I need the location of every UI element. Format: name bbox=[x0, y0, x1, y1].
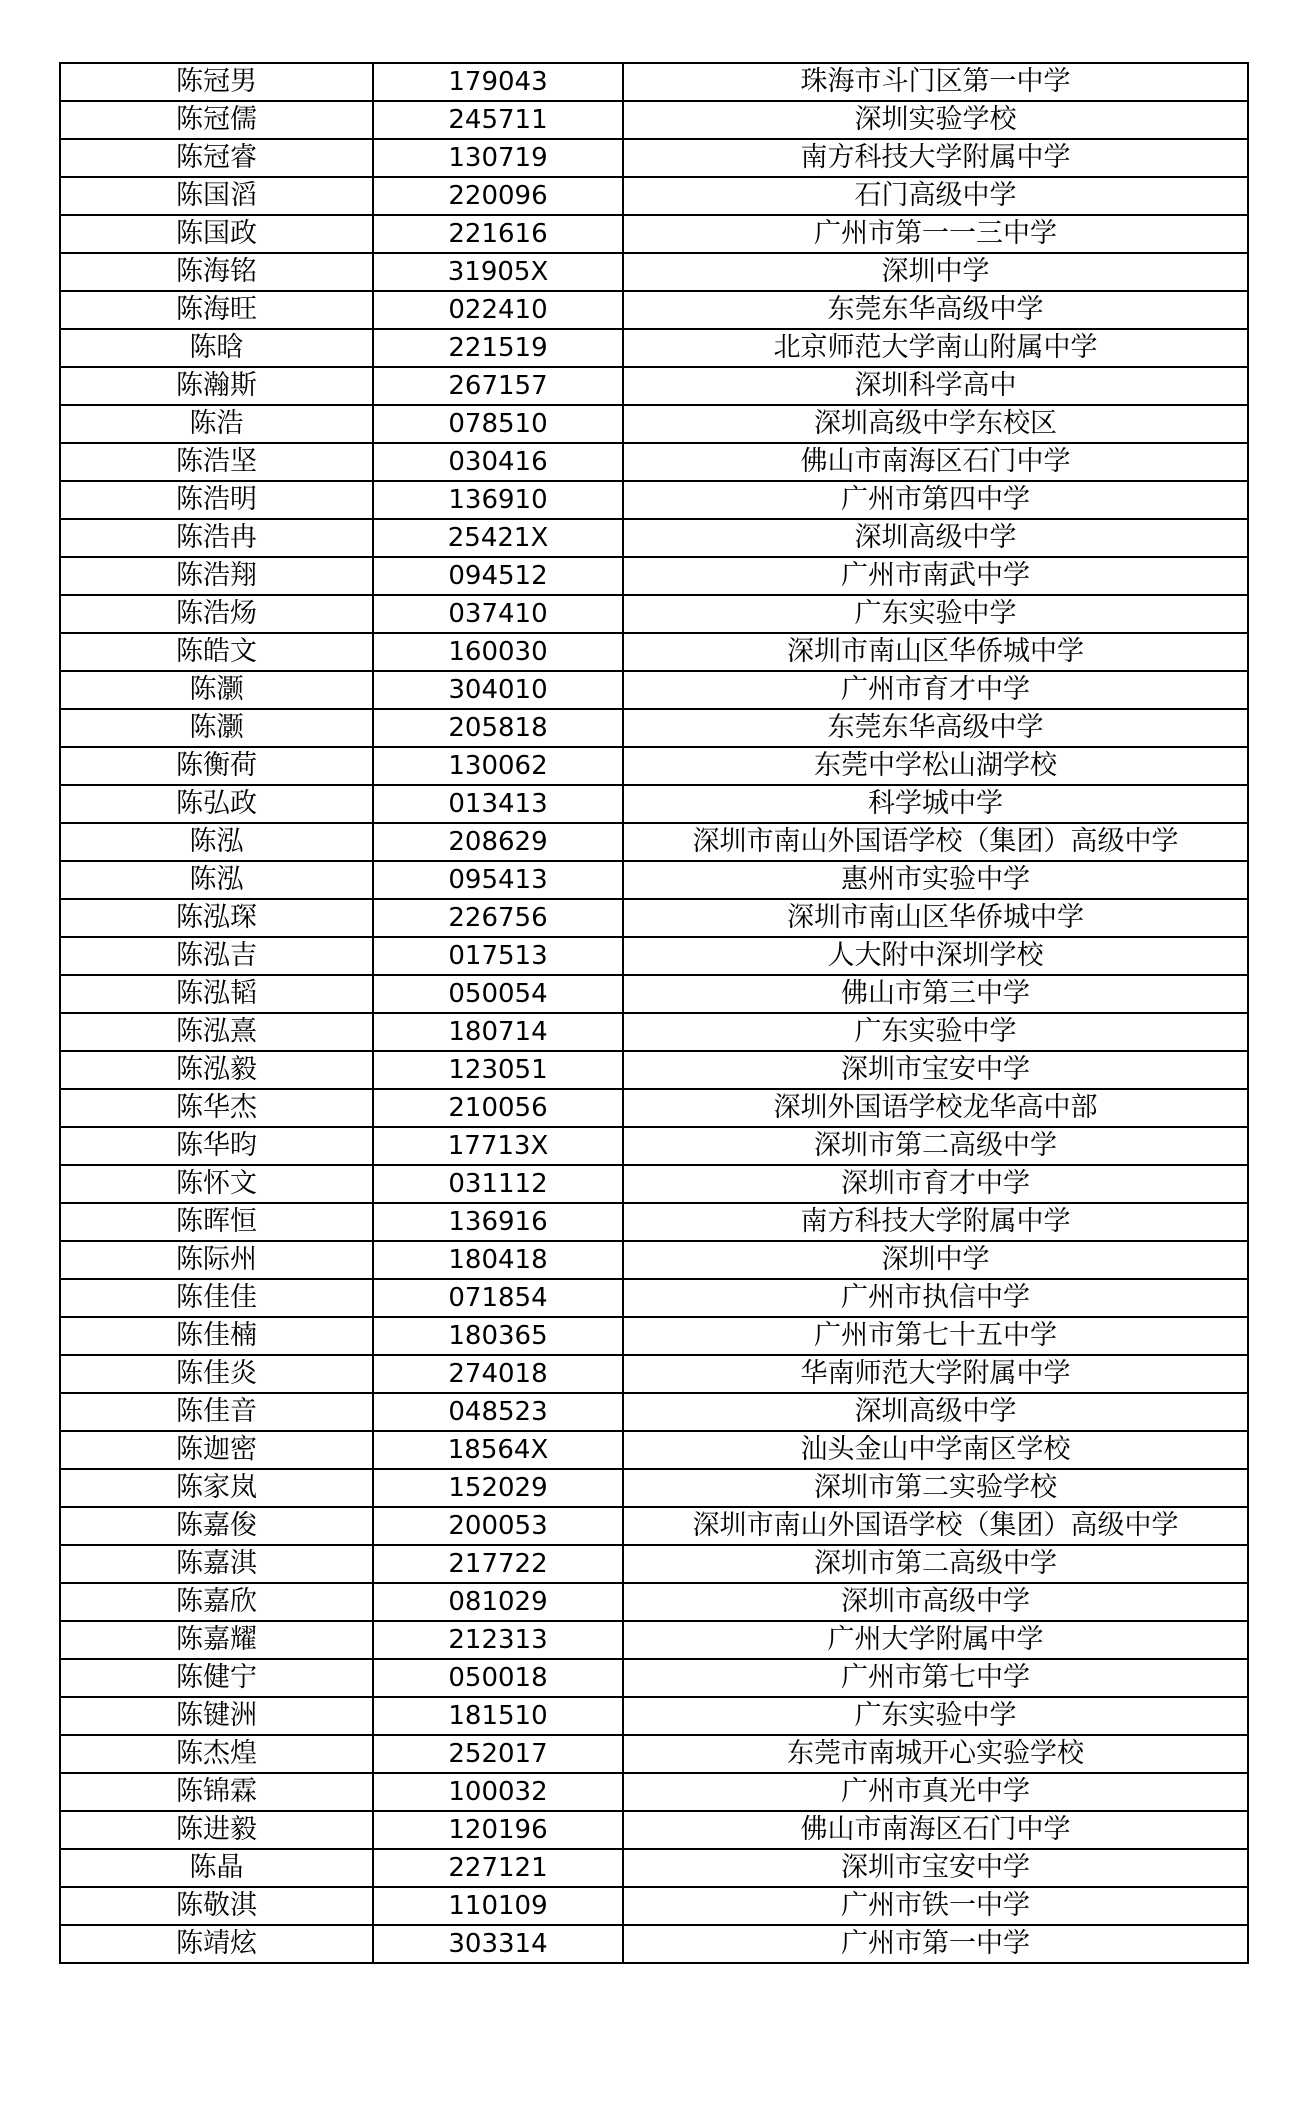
school-name-cell: 深圳市高级中学 bbox=[623, 1583, 1248, 1621]
student-name-cell: 陈衡荷 bbox=[60, 747, 373, 785]
table-row bbox=[60, 1849, 1248, 1887]
student-id-cell: 130719 bbox=[373, 139, 623, 177]
school-name-cell: 深圳高级中学东校区 bbox=[623, 405, 1248, 443]
table-row bbox=[60, 1241, 1248, 1279]
student-id-cell: 17713X bbox=[373, 1127, 623, 1165]
school-name-cell: 东莞东华高级中学 bbox=[623, 291, 1248, 329]
table-row bbox=[60, 253, 1248, 291]
student-name-cell: 陈弘政 bbox=[60, 785, 373, 823]
school-name-cell: 广州市铁一中学 bbox=[623, 1887, 1248, 1925]
student-name-cell: 陈泓吉 bbox=[60, 937, 373, 975]
student-id-cell: 120196 bbox=[373, 1811, 623, 1849]
student-id-cell: 180365 bbox=[373, 1317, 623, 1355]
student-name-cell: 陈进毅 bbox=[60, 1811, 373, 1849]
school-name-cell: 深圳市南山区华侨城中学 bbox=[623, 899, 1248, 937]
student-id-cell: 31905X bbox=[373, 253, 623, 291]
table-row bbox=[60, 215, 1248, 253]
student-name-cell: 陈海旺 bbox=[60, 291, 373, 329]
school-name-cell: 华南师范大学附属中学 bbox=[623, 1355, 1248, 1393]
table-row bbox=[60, 1773, 1248, 1811]
student-id-cell: 274018 bbox=[373, 1355, 623, 1393]
student-name-cell: 陈浩翔 bbox=[60, 557, 373, 595]
school-name-cell: 深圳市宝安中学 bbox=[623, 1051, 1248, 1089]
student-id-cell: 25421X bbox=[373, 519, 623, 557]
table-row bbox=[60, 1127, 1248, 1165]
student-id-cell: 136910 bbox=[373, 481, 623, 519]
student-name-cell: 陈冠睿 bbox=[60, 139, 373, 177]
school-name-cell: 科学城中学 bbox=[623, 785, 1248, 823]
school-name-cell: 深圳实验学校 bbox=[623, 101, 1248, 139]
table-row bbox=[60, 1659, 1248, 1697]
table-row bbox=[60, 1317, 1248, 1355]
student-name-cell: 陈灏 bbox=[60, 709, 373, 747]
student-id-cell: 221616 bbox=[373, 215, 623, 253]
school-name-cell: 深圳高级中学 bbox=[623, 519, 1248, 557]
table-row bbox=[60, 1469, 1248, 1507]
student-name-cell: 陈泓 bbox=[60, 823, 373, 861]
table-row bbox=[60, 481, 1248, 519]
student-name-cell: 陈佳楠 bbox=[60, 1317, 373, 1355]
school-name-cell: 广州市南武中学 bbox=[623, 557, 1248, 595]
school-name-cell: 深圳市南山外国语学校（集团）高级中学 bbox=[623, 823, 1248, 861]
student-name-cell: 陈国政 bbox=[60, 215, 373, 253]
student-name-cell: 陈浩炀 bbox=[60, 595, 373, 633]
student-name-cell: 陈靖炫 bbox=[60, 1925, 373, 1963]
student-id-cell: 227121 bbox=[373, 1849, 623, 1887]
table-row bbox=[60, 975, 1248, 1013]
school-name-cell: 石门高级中学 bbox=[623, 177, 1248, 215]
student-name-cell: 陈浩坚 bbox=[60, 443, 373, 481]
student-name-cell: 陈国滔 bbox=[60, 177, 373, 215]
school-name-cell: 广州市真光中学 bbox=[623, 1773, 1248, 1811]
student-name-cell: 陈浩明 bbox=[60, 481, 373, 519]
student-id-cell: 031112 bbox=[373, 1165, 623, 1203]
student-name-cell: 陈键洲 bbox=[60, 1697, 373, 1735]
student-name-cell: 陈敬淇 bbox=[60, 1887, 373, 1925]
school-name-cell: 东莞东华高级中学 bbox=[623, 709, 1248, 747]
school-name-cell: 深圳高级中学 bbox=[623, 1393, 1248, 1431]
student-id-cell: 050018 bbox=[373, 1659, 623, 1697]
student-id-cell: 081029 bbox=[373, 1583, 623, 1621]
student-name-cell: 陈锦霖 bbox=[60, 1773, 373, 1811]
school-name-cell: 深圳市南山外国语学校（集团）高级中学 bbox=[623, 1507, 1248, 1545]
table-row bbox=[60, 1697, 1248, 1735]
student-name-cell: 陈华杰 bbox=[60, 1089, 373, 1127]
student-name-cell: 陈海铭 bbox=[60, 253, 373, 291]
student-id-cell: 304010 bbox=[373, 671, 623, 709]
school-name-cell: 广州大学附属中学 bbox=[623, 1621, 1248, 1659]
school-name-cell: 南方科技大学附属中学 bbox=[623, 1203, 1248, 1241]
school-name-cell: 东莞市南城开心实验学校 bbox=[623, 1735, 1248, 1773]
student-id-cell: 303314 bbox=[373, 1925, 623, 1963]
student-name-cell: 陈晶 bbox=[60, 1849, 373, 1887]
student-id-cell: 217722 bbox=[373, 1545, 623, 1583]
school-name-cell: 北京师范大学南山附属中学 bbox=[623, 329, 1248, 367]
school-name-cell: 东莞中学松山湖学校 bbox=[623, 747, 1248, 785]
school-name-cell: 广州市育才中学 bbox=[623, 671, 1248, 709]
student-id-cell: 205818 bbox=[373, 709, 623, 747]
table-row bbox=[60, 1925, 1248, 1963]
table-row bbox=[60, 785, 1248, 823]
student-name-cell: 陈泓熹 bbox=[60, 1013, 373, 1051]
student-name-cell: 陈佳炎 bbox=[60, 1355, 373, 1393]
student-name-cell: 陈晖恒 bbox=[60, 1203, 373, 1241]
student-name-cell: 陈瀚斯 bbox=[60, 367, 373, 405]
table-row bbox=[60, 1621, 1248, 1659]
student-id-cell: 245711 bbox=[373, 101, 623, 139]
student-id-cell: 210056 bbox=[373, 1089, 623, 1127]
school-name-cell: 南方科技大学附属中学 bbox=[623, 139, 1248, 177]
school-name-cell: 广州市执信中学 bbox=[623, 1279, 1248, 1317]
student-list-table bbox=[59, 62, 1249, 1964]
school-name-cell: 深圳中学 bbox=[623, 253, 1248, 291]
school-name-cell: 广州市第一中学 bbox=[623, 1925, 1248, 1963]
table-row bbox=[60, 899, 1248, 937]
student-id-cell: 078510 bbox=[373, 405, 623, 443]
school-name-cell: 深圳中学 bbox=[623, 1241, 1248, 1279]
student-name-cell: 陈迦密 bbox=[60, 1431, 373, 1469]
student-name-cell: 陈嘉淇 bbox=[60, 1545, 373, 1583]
student-name-cell: 陈嘉欣 bbox=[60, 1583, 373, 1621]
student-name-cell: 陈嘉俊 bbox=[60, 1507, 373, 1545]
table-row bbox=[60, 1279, 1248, 1317]
student-id-cell: 220096 bbox=[373, 177, 623, 215]
student-name-cell: 陈际州 bbox=[60, 1241, 373, 1279]
student-id-cell: 095413 bbox=[373, 861, 623, 899]
student-name-cell: 陈灏 bbox=[60, 671, 373, 709]
school-name-cell: 汕头金山中学南区学校 bbox=[623, 1431, 1248, 1469]
student-id-cell: 267157 bbox=[373, 367, 623, 405]
student-id-cell: 017513 bbox=[373, 937, 623, 975]
student-name-cell: 陈佳音 bbox=[60, 1393, 373, 1431]
table-row bbox=[60, 633, 1248, 671]
school-name-cell: 广州市第七十五中学 bbox=[623, 1317, 1248, 1355]
student-id-cell: 160030 bbox=[373, 633, 623, 671]
table-row bbox=[60, 937, 1248, 975]
table-row bbox=[60, 1051, 1248, 1089]
table-row bbox=[60, 1887, 1248, 1925]
student-id-cell: 013413 bbox=[373, 785, 623, 823]
table-row bbox=[60, 1583, 1248, 1621]
table-row bbox=[60, 1165, 1248, 1203]
table-row bbox=[60, 861, 1248, 899]
school-name-cell: 广州市第一一三中学 bbox=[623, 215, 1248, 253]
school-name-cell: 人大附中深圳学校 bbox=[623, 937, 1248, 975]
student-id-cell: 180714 bbox=[373, 1013, 623, 1051]
table-row bbox=[60, 1393, 1248, 1431]
student-name-cell: 陈怀文 bbox=[60, 1165, 373, 1203]
table-row bbox=[60, 1203, 1248, 1241]
student-id-cell: 030416 bbox=[373, 443, 623, 481]
student-name-cell: 陈嘉耀 bbox=[60, 1621, 373, 1659]
student-name-cell: 陈家岚 bbox=[60, 1469, 373, 1507]
table-row bbox=[60, 823, 1248, 861]
student-name-cell: 陈泓韬 bbox=[60, 975, 373, 1013]
school-name-cell: 深圳市宝安中学 bbox=[623, 1849, 1248, 1887]
student-id-cell: 123051 bbox=[373, 1051, 623, 1089]
school-name-cell: 深圳市第二实验学校 bbox=[623, 1469, 1248, 1507]
student-id-cell: 180418 bbox=[373, 1241, 623, 1279]
student-name-cell: 陈浩冉 bbox=[60, 519, 373, 557]
school-name-cell: 深圳市南山区华侨城中学 bbox=[623, 633, 1248, 671]
student-id-cell: 071854 bbox=[373, 1279, 623, 1317]
student-id-cell: 181510 bbox=[373, 1697, 623, 1735]
school-name-cell: 佛山市第三中学 bbox=[623, 975, 1248, 1013]
student-name-cell: 陈华昀 bbox=[60, 1127, 373, 1165]
school-name-cell: 深圳市育才中学 bbox=[623, 1165, 1248, 1203]
student-id-cell: 152029 bbox=[373, 1469, 623, 1507]
table-row bbox=[60, 1355, 1248, 1393]
school-name-cell: 佛山市南海区石门中学 bbox=[623, 443, 1248, 481]
student-id-cell: 226756 bbox=[373, 899, 623, 937]
student-id-cell: 037410 bbox=[373, 595, 623, 633]
school-name-cell: 深圳外国语学校龙华高中部 bbox=[623, 1089, 1248, 1127]
student-id-cell: 212313 bbox=[373, 1621, 623, 1659]
student-id-cell: 221519 bbox=[373, 329, 623, 367]
student-id-cell: 136916 bbox=[373, 1203, 623, 1241]
student-id-cell: 050054 bbox=[373, 975, 623, 1013]
table-row bbox=[60, 367, 1248, 405]
table-row bbox=[60, 1545, 1248, 1583]
table-row bbox=[60, 671, 1248, 709]
student-id-cell: 179043 bbox=[373, 63, 623, 101]
student-name-cell: 陈泓毅 bbox=[60, 1051, 373, 1089]
student-id-cell: 18564X bbox=[373, 1431, 623, 1469]
school-name-cell: 珠海市斗门区第一中学 bbox=[623, 63, 1248, 101]
school-name-cell: 广东实验中学 bbox=[623, 595, 1248, 633]
student-id-cell: 022410 bbox=[373, 291, 623, 329]
table-row bbox=[60, 405, 1248, 443]
table-row bbox=[60, 177, 1248, 215]
student-list-body bbox=[60, 63, 1248, 1963]
student-id-cell: 094512 bbox=[373, 557, 623, 595]
table-row bbox=[60, 709, 1248, 747]
student-id-cell: 110109 bbox=[373, 1887, 623, 1925]
school-name-cell: 广州市第七中学 bbox=[623, 1659, 1248, 1697]
student-id-cell: 130062 bbox=[373, 747, 623, 785]
table-row bbox=[60, 443, 1248, 481]
student-id-cell: 200053 bbox=[373, 1507, 623, 1545]
table-row bbox=[60, 1507, 1248, 1545]
table-row bbox=[60, 291, 1248, 329]
student-name-cell: 陈杰煌 bbox=[60, 1735, 373, 1773]
student-id-cell: 048523 bbox=[373, 1393, 623, 1431]
student-name-cell: 陈晗 bbox=[60, 329, 373, 367]
school-name-cell: 广东实验中学 bbox=[623, 1013, 1248, 1051]
table-row bbox=[60, 747, 1248, 785]
student-name-cell: 陈冠男 bbox=[60, 63, 373, 101]
school-name-cell: 惠州市实验中学 bbox=[623, 861, 1248, 899]
student-id-cell: 252017 bbox=[373, 1735, 623, 1773]
table-row bbox=[60, 1089, 1248, 1127]
school-name-cell: 佛山市南海区石门中学 bbox=[623, 1811, 1248, 1849]
table-row bbox=[60, 63, 1248, 101]
school-name-cell: 广东实验中学 bbox=[623, 1697, 1248, 1735]
table-row bbox=[60, 1013, 1248, 1051]
student-id-cell: 208629 bbox=[373, 823, 623, 861]
table-row bbox=[60, 519, 1248, 557]
table-row bbox=[60, 1431, 1248, 1469]
student-name-cell: 陈泓 bbox=[60, 861, 373, 899]
student-name-cell: 陈佳佳 bbox=[60, 1279, 373, 1317]
table-row bbox=[60, 1811, 1248, 1849]
student-name-cell: 陈冠儒 bbox=[60, 101, 373, 139]
table-row bbox=[60, 557, 1248, 595]
table-row bbox=[60, 595, 1248, 633]
school-name-cell: 深圳科学高中 bbox=[623, 367, 1248, 405]
school-name-cell: 广州市第四中学 bbox=[623, 481, 1248, 519]
table-row bbox=[60, 139, 1248, 177]
student-name-cell: 陈泓琛 bbox=[60, 899, 373, 937]
school-name-cell: 深圳市第二高级中学 bbox=[623, 1127, 1248, 1165]
table-row bbox=[60, 101, 1248, 139]
student-name-cell: 陈健宁 bbox=[60, 1659, 373, 1697]
table-row bbox=[60, 329, 1248, 367]
table-row bbox=[60, 1735, 1248, 1773]
student-name-cell: 陈浩 bbox=[60, 405, 373, 443]
school-name-cell: 深圳市第二高级中学 bbox=[623, 1545, 1248, 1583]
student-id-cell: 100032 bbox=[373, 1773, 623, 1811]
student-name-cell: 陈皓文 bbox=[60, 633, 373, 671]
